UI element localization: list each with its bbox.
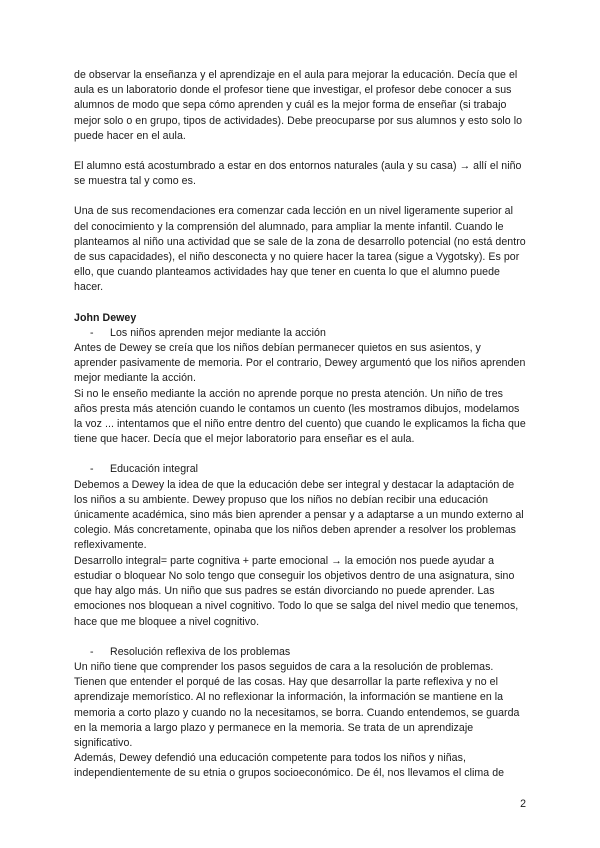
paragraph-entornos-naturales: El alumno está acostumbrado a estar en dos entornos naturales (aula y su casa) → allí el niño se muestra tal y como es.: [74, 160, 522, 188]
paragraph-desarrollo-integral: Desarrollo integral= parte cognitiva + parte emocional → la emoción nos puede ayudar a estudiar o bloquear No solo tengo que conseguir los objetivos dentro de una asignatura, sino que hay algo más. Un niño que sus padres se están divorciando no puede aprender. Las emociones nos bloquean a nivel cognitivo. Todo lo que se salga del nivel medio que tenemos, hace que me bloquee a nivel cognitivo.: [74, 554, 519, 628]
bullet-text: Resolución reflexiva de los problemas: [110, 645, 291, 658]
bullet-dash: -: [90, 645, 94, 658]
bullet-item-accion: [74, 326, 526, 341]
bullet-item-resolucion-reflexiva: [74, 645, 526, 660]
bullet-dash: -: [90, 326, 94, 339]
document-page: [74, 68, 526, 782]
bullet-text: Educación integral: [110, 463, 199, 476]
paragraph-resolucion-problemas: Un niño tiene que comprender los pasos seguidos de cara a la resolución de problemas. Tienen que entender el porqué de las cosas. Hay que desarrollar la parte reflexiva y no el aprendizaje memorístico. Al no reflexionar la información, la información se mantiene en la memoria a corto plazo y cuando no la necesitamos, se borra. Cuando entendemos, se guarda en la memoria a largo plazo y permanece en la memoria. Se trata de un aprendizaje significativo.: [74, 660, 520, 749]
bullet-dash: -: [90, 463, 94, 476]
paragraph-ensenar-accion: Si no le enseño mediante la acción no aprende porque no presta atención. Un niño de tres años presta más atención cuando le contamos un cuento (les mostramos dibujos, modelamos la voz ... intentamos que el niño entre dentro del cuento) que cuando le explicamos la ficha que tiene que hacer. Decía que el mejor laboratorio para enseñar es el aula.: [74, 387, 526, 446]
paragraph-educacion-integral: Debemos a Dewey la idea de que la educación debe ser integral y destacar la adaptación de los niños a su ambiente. Dewey propuso que los niños no debían recibir una educación únicamente académica, sino más bien aprender a pensar y a adaptarse a un mundo externo al colegio. Más concretamente, opinaba que los niños deben aprender a resolver los problemas reflexivamente.: [74, 478, 524, 552]
bullet-item-educacion-integral: [74, 462, 526, 477]
bullet-text: Los niños aprenden mejor mediante la acción: [110, 326, 326, 339]
section-heading-john-dewey: John Dewey: [74, 311, 137, 324]
paragraph-aula-laboratorio: de observar la enseñanza y el aprendizaje en el aula para mejorar la educación. Decía que el aula es un laboratorio donde el profesor tiene que investigar, el profesor debe conocer a sus alumnos de modo que sepa cómo aprenden y cuál es la mejor forma de enseñar (si trabajo mejor solo o en grupo, tipos de actividades). Debe preocuparse por sus alumnos y esto solo lo puede hacer en el aula.: [74, 69, 523, 142]
paragraph-recomendaciones: Una de sus recomendaciones era comenzar cada lección en un nivel ligeramente superior al del conocimiento y la comprensión del alumnado, para ampliar la mente infantil. Cuando le planteamos al niño una actividad que se sale de la zona de desarrollo potencial (no está dentro de sus capacidades), el niño desconecta y no quiere hacer la tarea (sigue a Vygotsky). Es por ello, que cuando planteamos actividades hay que tener en cuenta lo que el alumno puede hacer.: [74, 205, 526, 294]
paragraph-antes-de-dewey: Antes de Dewey se creía que los niños debían permanecer quietos en sus asientos, y aprender pasivamente de memoria. Por el contrario, Dewey argumentó que los niños aprenden mejor mediante la acción.: [74, 342, 526, 385]
paragraph-educacion-competente: Además, Dewey defendió una educación competente para todos los niños y niñas, independientemente de su etnia o grupos socioeconómico. De él, nos llevamos el clima de: [74, 752, 505, 780]
page-number: 2: [520, 798, 526, 810]
